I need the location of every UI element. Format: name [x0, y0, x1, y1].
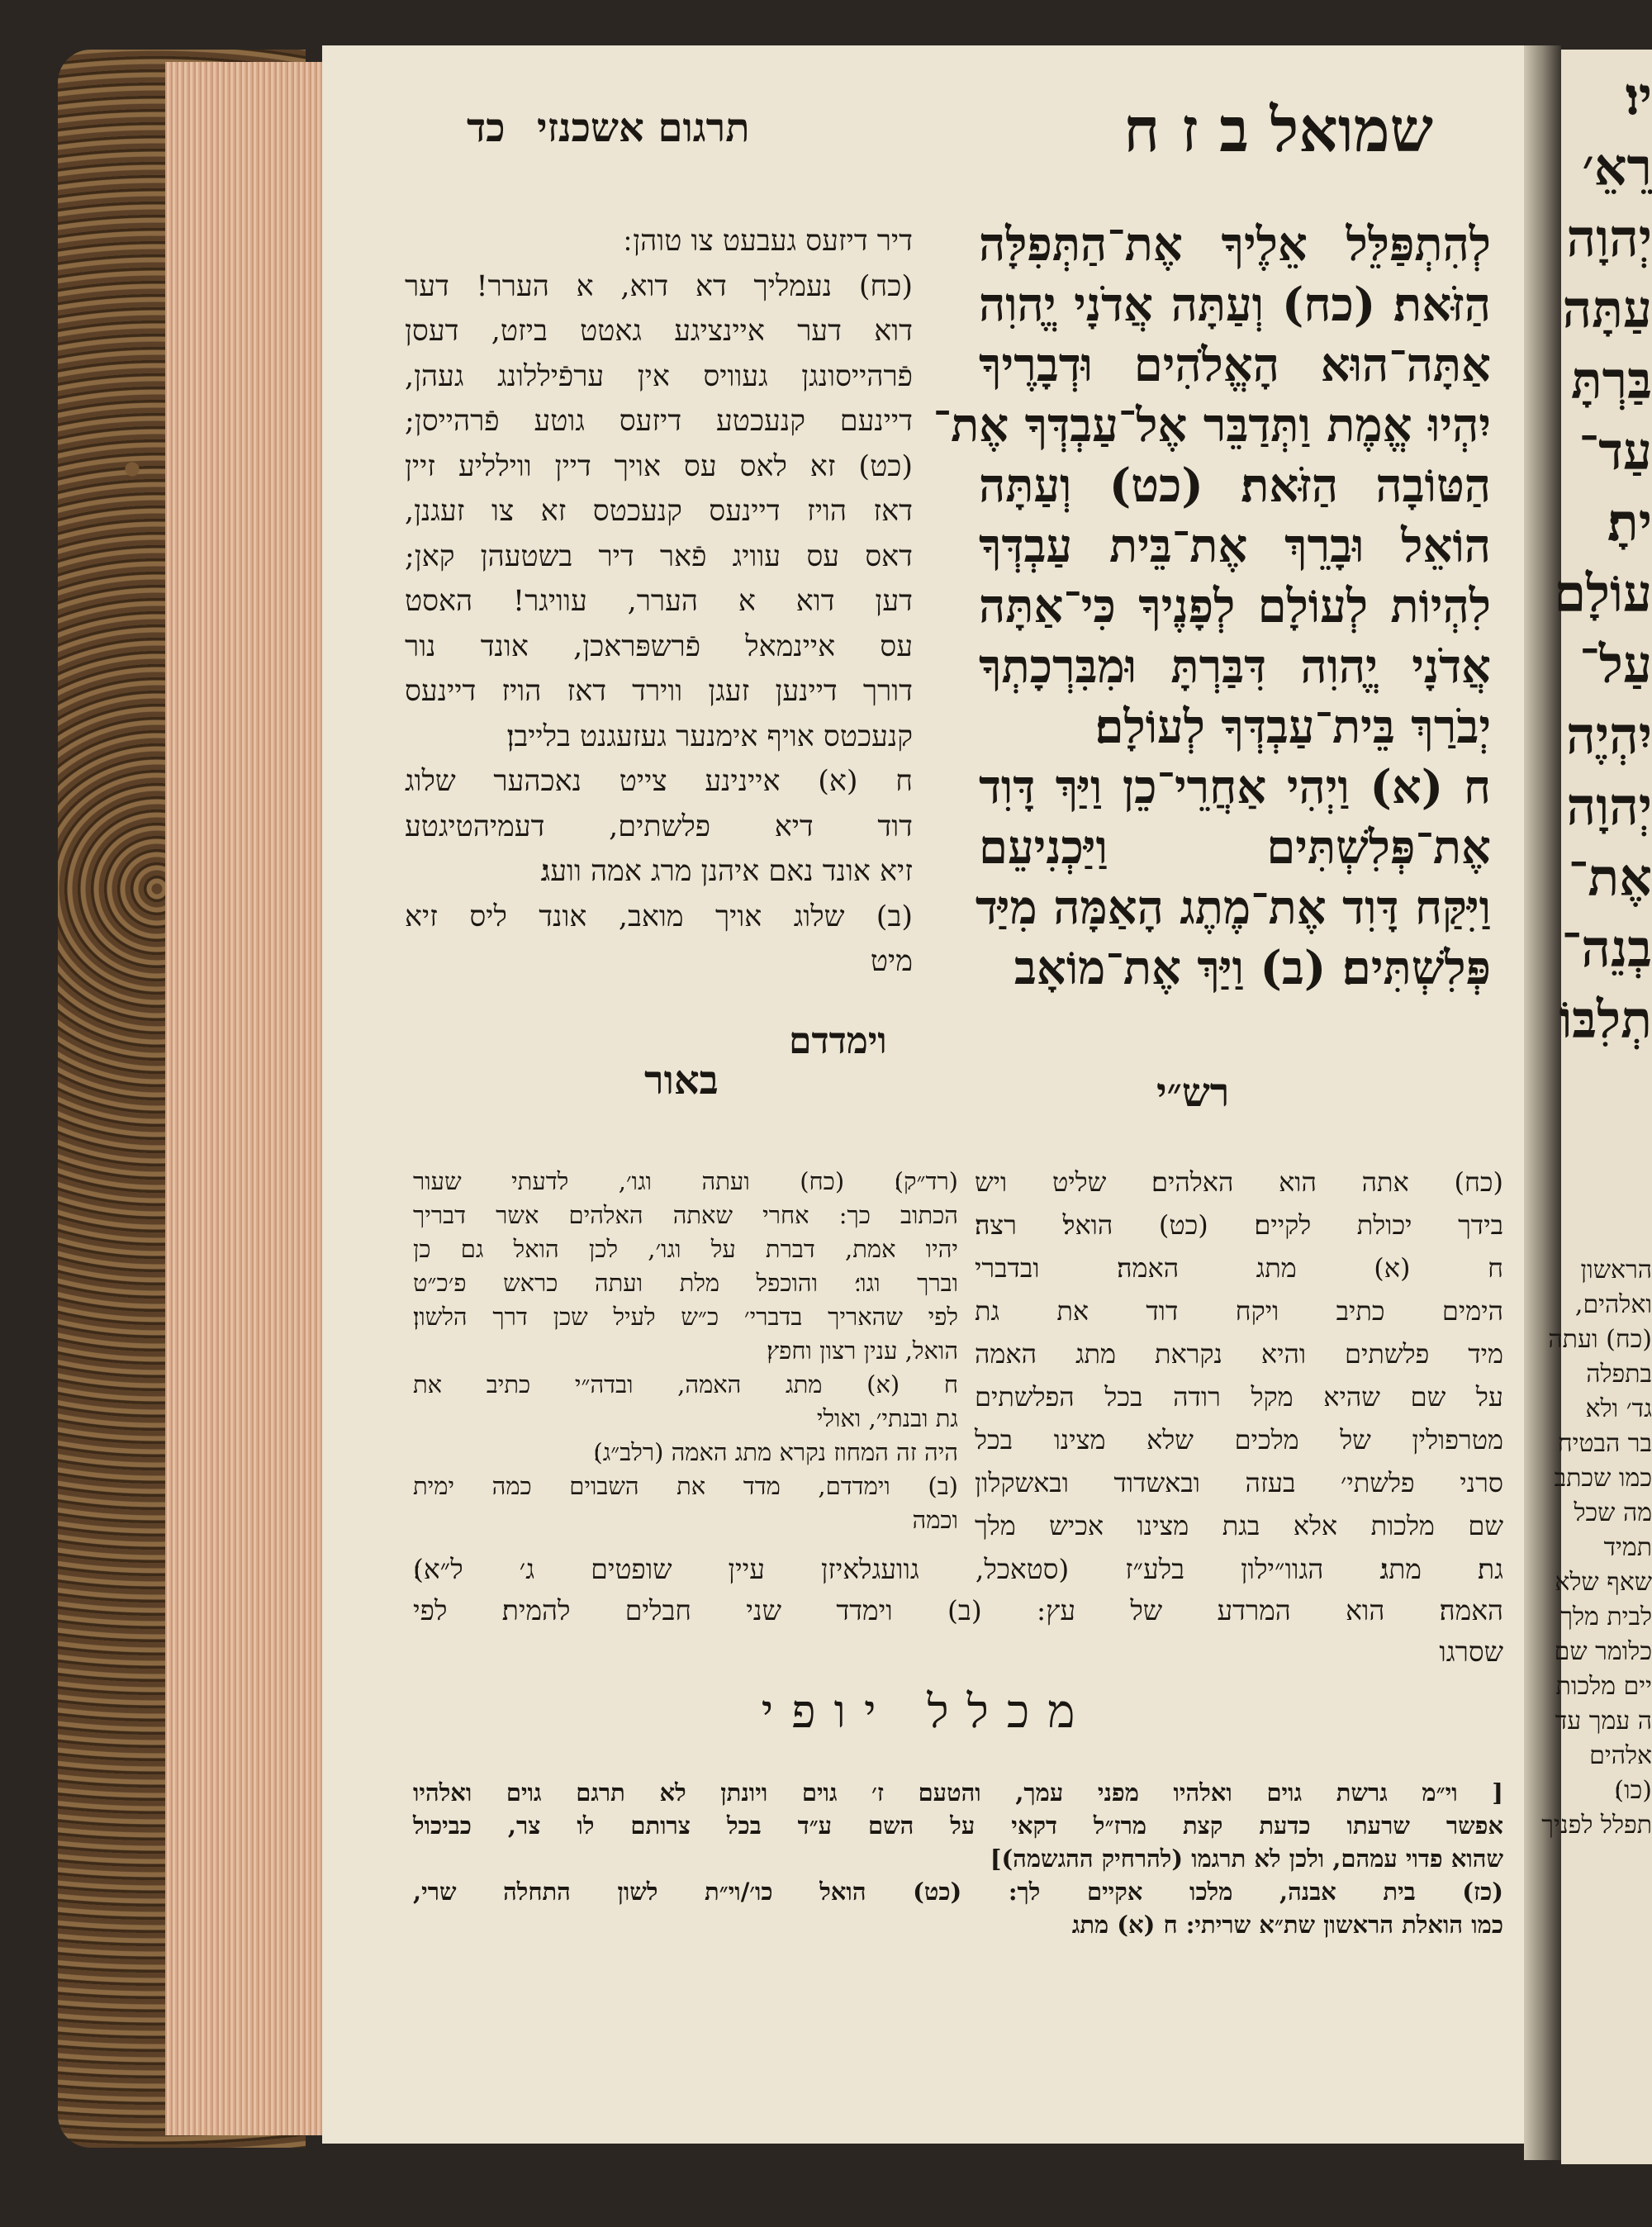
facing-page-commentary-line: כלומר שם [1554, 1637, 1652, 1666]
bible_lines-line: ח (א) וַיְהִי אַחֲרֵי־כֵן וַיַּךְ דָּוִד [979, 760, 1491, 814]
facing-page-commentary-line: מה שכל [1574, 1498, 1652, 1527]
targum_lines-line: דוא דער איינציגע גאטט ביזט, דעסן [405, 315, 913, 348]
bible_lines-line: אֶת־פְּלִשְׁתִּים וַיַּכְנִיעֵם [979, 820, 1491, 875]
mikhlol.lines-line: אפשר שרעתו כדעת קצת מרז״ל דקאי על השם ע״ד בכל צרותם לו צר, כביכול [413, 1812, 1503, 1840]
targum_lines-line: (כח) נעמליך דא דוא, א הערר! דער [405, 269, 913, 303]
biur.lines-line: וכמה [912, 1506, 958, 1534]
mikhlol.lines-line: (כז) בית אבנה, מלכו אקיים לך: (כט) הואל כו׳/וי״ת לשון התחלה שרי, [413, 1878, 1503, 1906]
facing-page-commentary-line: שאף שלא [1555, 1568, 1652, 1597]
bible_lines-line: יְבֹרַךְ בֵּית־עַבְדְּךָ לְעוֹלָם׃ [1094, 700, 1491, 754]
targum_lines-line: ח (א) איינינע צייט נאכהער שלוג [405, 765, 913, 798]
targum_lines-line: דען דוא א הערר, עוויגר! האסט [405, 585, 913, 618]
bible_lines-line: אַתָּה־הוּא הָאֱלֹהִים וּדְבָרֶיךָ [979, 338, 1491, 392]
facing-page-commentary-line: ה עמך עד [1555, 1707, 1652, 1736]
rashi.lines-line: על שם שהיא מקל רודה בכל הפלשתים [975, 1381, 1503, 1413]
biur.lines-line: (רד״ק)׃ (כח) ועתה וגו׳, לדעתי שעור [413, 1167, 958, 1195]
rashi-heading: רש״י [1156, 1070, 1230, 1116]
bible-text-column [933, 215, 1491, 999]
facing-page-line: יו׃ [1625, 66, 1652, 126]
mikhlol.lines-line: כמו הואלת הראשון שת״א שריתי: ח (א) מתג [1071, 1911, 1503, 1939]
biur.lines-line: הכתוב כך: אחרי שאתה האלהים אשר דבריך [413, 1201, 958, 1229]
rashi-commentary [975, 1161, 1503, 1547]
targum_lines-line: דאס עס עוויג פֿאר דיר בשטעהן קאן; [405, 539, 913, 573]
facing-page-line: יִהְיֶה [1566, 705, 1652, 766]
facing-page-line: בַּרְתָּ [1570, 350, 1652, 411]
facing-page-commentary-line: תפלל לפניך [1541, 1811, 1652, 1840]
targum_lines-line: דאז הויז דיינעס קנעכטס זא צו זעגנן, [405, 495, 913, 528]
targum_lines-line: זיא אונד נאם איהנן מרג אמה וועג׃ [540, 855, 913, 888]
biur-heading: באור [644, 1057, 719, 1104]
facing-page-commentary-line: ואלהים, [1574, 1290, 1652, 1319]
targum_lines-line: עס איינמאל פֿרשפּראכן, אונד נור [405, 629, 913, 663]
bible_lines-line: אֲדֹנָי יֱהוִה דִּבַּרְתָּ וּמִבִּרְכָתְךָ [979, 639, 1491, 694]
facing-page-line: יתָ׃ [1607, 492, 1652, 553]
targum_lines-line: מיט [870, 945, 913, 978]
targum_lines-line: דיינעם קנעכטע דיזעס גוטע פֿרהייסן; [405, 405, 913, 438]
biur.lines-line: גת ובנתי׳, ואולי [816, 1404, 958, 1432]
bible_lines-line: וַיִּקַּח דָּוִד אֶת־מֶתֶג הָאַמָּה מִיַּד [975, 881, 1491, 935]
rashi.lines-line: שם מלכות אלא בגת מצינו אכיש מלך [975, 1510, 1503, 1541]
mikhlol-yofi-heading: מכלל יופי [761, 1685, 1094, 1739]
targum_lines-line: קנעכטס אויף אימנער געזעגנט בלייבן׃ [506, 719, 913, 753]
facing-page-commentary-line: אלהים [1589, 1741, 1652, 1770]
catchword: וימדדם [789, 1020, 887, 1062]
facing-page-commentary-line: לבית מלך [1560, 1603, 1652, 1631]
biur.lines-line: יהיו אמת, דברת על וגו׳, לכן הואל גם כן [413, 1235, 958, 1263]
biur.lines-line: לפי שהאריך בדברי׳ כ״ש לעיל שכן דרך הלשון׃ [413, 1303, 958, 1331]
leaf-number: כד [467, 105, 506, 151]
facing-page-commentary-line: בר הבטיח [1557, 1429, 1652, 1458]
continuation-text [413, 1549, 1503, 1673]
facing-page-line: עוֹלָם [1554, 563, 1652, 624]
biur.lines-line: וברך וגו׳׃ והוכפל מלת ועתה כראש פ׳כ״ט [413, 1269, 958, 1297]
mikhlol.lines-line: [ וי״מ גרשת גוים ואלהיו מפני עמך, והטעם ז׳ גוים ויונתן לא תרגם גוים ואלהיו [413, 1778, 1503, 1807]
running-title: שמואל ב ז ח [1123, 95, 1433, 166]
facing-page-line: רֵאֵ׳ [1582, 137, 1652, 197]
bible_lines-line: הוֹאֵל וּבָרֵךְ אֶת־בֵּית עַבְדְּךָ [979, 519, 1491, 573]
biur.lines-line: הואל, ענין רצון וחפץ׃ [767, 1337, 958, 1365]
bible_lines-line: לִהְיוֹת לְעוֹלָם לְפָנֶיךָ כִּי־אַתָּה [979, 579, 1491, 634]
targum_lines-line: דיר דיזעס געבעט צו טוהן ׃ [624, 225, 913, 258]
continuation_lines-line: האמה׃ הוא המרדע של עץ: (ב) וימדד שני חבלים להמית׃ לפי [413, 1594, 1503, 1626]
mikhlol-yofi-text [413, 1776, 1503, 1941]
facing-page-commentary-line: הראשון [1580, 1256, 1652, 1284]
facing-page-commentary-line: כמו שכתב [1554, 1464, 1652, 1493]
targum_lines-line: (ב) שלוג אויך מואב, אונד ליס זיא [405, 900, 913, 933]
continuation_lines-line: שסרגו [1439, 1636, 1503, 1668]
targum_lines-line: (כט) זא לאס עס אויך דיין ווילליע זיין [405, 449, 913, 483]
mikhlol.lines-line: שהוא פדוי עמהם, ולכן לא תרגמו (להרחיק ההגשמה)] [990, 1845, 1503, 1873]
bible_lines-line: הַטּוֹבָה הַזֹּאת׃ (כט) וְעַתָּה [979, 458, 1491, 513]
rashi.lines-line: (כח) אתה הוא האלהים׃ שליט ויש [975, 1166, 1503, 1198]
rashi.lines-line: ח (א) מתג האמה׃ ובדברי [975, 1252, 1503, 1284]
biur.lines-line: (ב) וימדדם, מדד את השבוים כמה ימית [413, 1472, 958, 1500]
facing-page-commentary-line: (כח) ועתה [1548, 1325, 1652, 1354]
book-page [322, 45, 1532, 2144]
rashi.lines-line: מיד פלשתים והיא נקראת מתג האמה [975, 1338, 1503, 1370]
facing-page-commentary-line: תמיד [1603, 1533, 1652, 1562]
rashi.lines-line: הימים כתיב ויקח דוד את גת [975, 1295, 1503, 1327]
biur-commentary [413, 1165, 958, 1537]
targum_lines-line: פֿרהייסונגן געוויס אין ערפֿיללונג געהן, [405, 359, 913, 393]
facing-page-commentary-line: גד׳ ולא [1585, 1394, 1652, 1423]
page-edges [165, 62, 322, 2135]
facing-page-commentary-line: בתפלה [1586, 1360, 1652, 1389]
facing-page-line: בְנֵה־ [1561, 919, 1652, 979]
facing-page-line: עַתָּה [1562, 279, 1652, 340]
rashi.lines-line: סרני פלשתי׳ בעזה ובאשדוד ובאשקלון [975, 1467, 1503, 1498]
continuation_lines-line: גת׃ מתג׃ הגוו״ילון בלע״ז (סטאכל, גוועגלאיזן עיין שופטים ג׳ ל״א)׃ [413, 1553, 1503, 1585]
bible_lines-line: יִהְיוּ אֱמֶת וַתְּדַבֵּר אֶל־עַבְדְּךָ אֶת־ [933, 398, 1491, 453]
bible_lines-line: הַזֹּאת׃ (כח) וְעַתָּה אֲדֹנָי יֱהוִה [979, 278, 1491, 332]
rashi.lines-line: מטרפולין של מלכים שלא מצינו בכל [975, 1424, 1503, 1455]
targum-column [405, 219, 913, 985]
rashi.lines-line: בידך יכולת לקיים׃ (כט) הואל׃ רצה׃ [975, 1209, 1503, 1241]
bible_lines-line: לְהִתְפַּלֵּל אֵלֶיךָ אֶת־הַתְּפִלָּה [979, 217, 1491, 272]
facing-page-commentary-line: יים מלכות [1555, 1672, 1652, 1701]
targum_lines-line: דוד דיא פלשתים, דעמיהטיגטע [405, 810, 913, 843]
facing-page-line: יְהוָה [1566, 208, 1652, 268]
bible_lines-line: פְּלִשְׁתִּים׃ (ב) וַיַּךְ אֶת־מוֹאָב [1014, 941, 1491, 995]
facing-page-line: אֶת־ [1568, 848, 1652, 908]
facing-page-fragment [1541, 50, 1652, 2164]
biur.lines-line: ח (א) מתג האמה, ובדה״י כתיב את [413, 1370, 958, 1398]
targum-title: תרגום אשכנזי [537, 105, 750, 151]
facing-page-line: עַל־ [1579, 634, 1652, 695]
book-gutter [1524, 45, 1561, 2160]
targum_lines-line: דורך דיינען זעגן ווירד דאז הויז דיינעס [405, 675, 913, 708]
facing-page-line: יְהוָה [1566, 776, 1652, 837]
facing-page-line: עַד־ [1578, 421, 1652, 482]
biur.lines-line: היה זה המחוז נקרא מתג האמה (רלב״ג)׃ [593, 1438, 958, 1466]
facing-page-commentary-line: (כו)׃ [1614, 1776, 1652, 1805]
facing-page-line: תְלִבּוֹ [1559, 990, 1652, 1050]
